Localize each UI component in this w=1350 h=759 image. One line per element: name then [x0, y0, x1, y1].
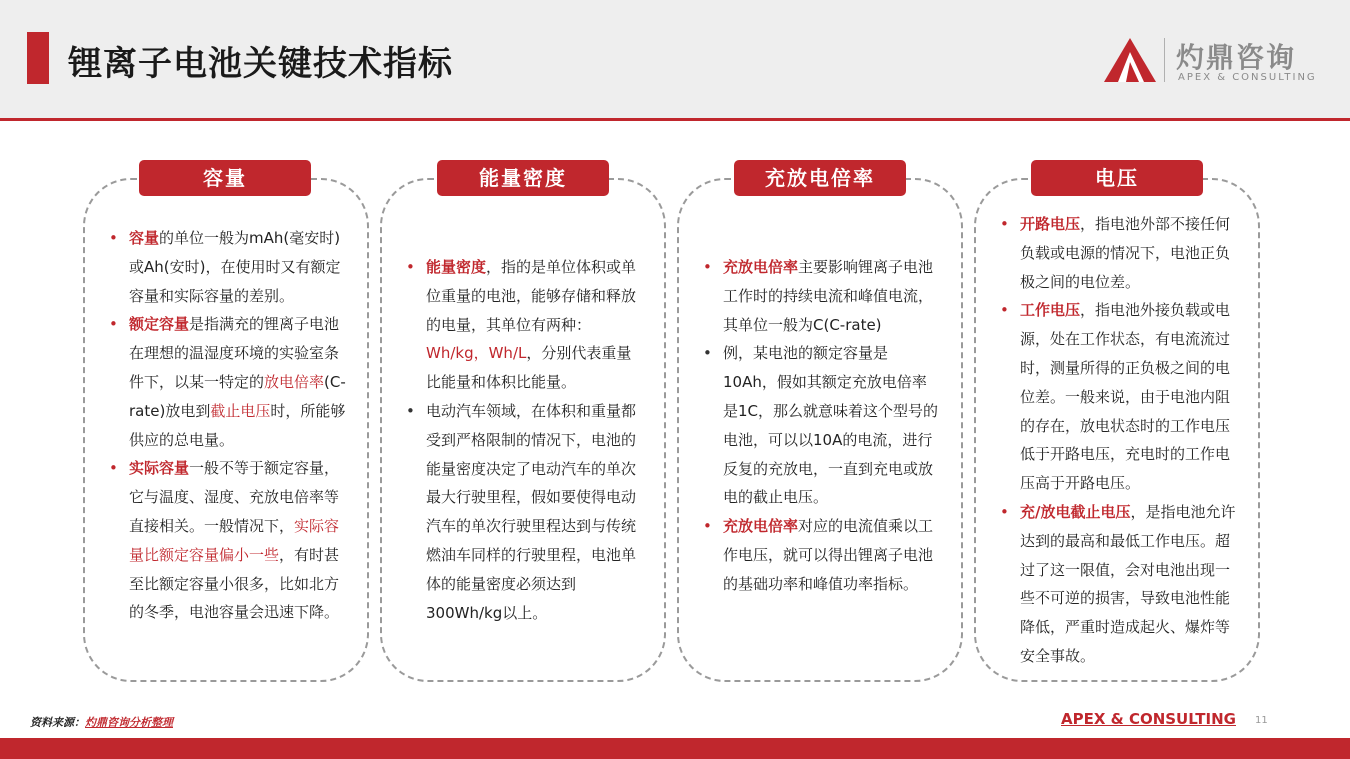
list-item: • 容量的单位一般为mAh(毫安时)或Ah(安时)，在使用时又有额定容量和实际容量的差别。 [109, 224, 347, 310]
list-item: • 充放电倍率对应的电流值乘以工作电压，就可以得出锂离子电池的基础功率和峰值功率指标。 [703, 512, 941, 598]
card-title-energy-density: 能量密度 [437, 160, 609, 196]
logo-divider [1164, 38, 1165, 82]
list-item: • 能量密度，指的是单位体积或单位重量的电池，能够存储和释放的电量，其单位有两种：Wh/kg，Wh/L，分别代表重量比能量和体积比能量。 [406, 253, 644, 397]
triangle-logo-icon [1104, 38, 1156, 82]
page-title: 锂离子电池关键技术指标 [68, 44, 453, 84]
list-item: • 工作电压，指电池外接负载或电源，处在工作状态，有电流流过时，测量所得的正负极之间的电位差。一般来说，由于电池内阻的存在，放电状态时的工作电压低于开路电压，充电时的工作电压高于开路电压。 [1000, 296, 1238, 498]
card-title-charge-rate: 充放电倍率 [734, 160, 906, 196]
list-item: • 额定容量是指满充的锂离子电池在理想的温湿度环境的实验室条件下，以某一特定的放电倍率(C-rate)放电到截止电压时，所能够供应的总电量。 [109, 310, 347, 454]
title-accent-bar [27, 32, 49, 84]
card-energy-density-list [406, 253, 644, 627]
card-voltage-list [1000, 210, 1238, 671]
card-voltage [974, 178, 1260, 682]
card-capacity [83, 178, 369, 682]
list-item: • 充/放电截止电压，是指电池允许达到的最高和最低工作电压。超过了这一限值，会对电池出现一些不可逆的损害，导致电池性能降低，严重时造成起火、爆炸等安全事故。 [1000, 498, 1238, 671]
card-title-voltage: 电压 [1031, 160, 1203, 196]
list-item: • 开路电压，指电池外部不接任何负载或电源的情况下，电池正负极之间的电位差。 [1000, 210, 1238, 296]
logo-chinese-text: 灼鼎咨询 [1176, 41, 1297, 74]
list-item: • 例，某电池的额定容量是10Ah，假如其额定充放电倍率是1C，那么就意味着这个型号的电池，可以以10A的电流，进行反复的充放电，一直到充电或放电的截止电压。 [703, 339, 941, 512]
source-label: 资料来源： [30, 716, 85, 729]
footer-brand: APEX & CONSULTING [1061, 710, 1236, 728]
logo-english-text: APEX & CONSULTING [1178, 72, 1317, 83]
list-item: • 充放电倍率主要影响锂离子电池工作时的持续电流和峰值电流，其单位一般为C(C-rate) [703, 253, 941, 339]
list-item: • 实际容量一般不等于额定容量，它与温度、湿度、充放电倍率等直接相关。一般情况下，实际容量比额定容量偏小一些，有时甚至比额定容量小很多，比如北方的冬季，电池容量会迅速下降。 [109, 454, 347, 627]
page-number: 11 [1255, 715, 1268, 726]
source-link[interactable]: 灼鼎咨询分析整理 [85, 716, 173, 729]
card-capacity-list [109, 224, 347, 627]
card-charge-rate-list [703, 253, 941, 599]
card-energy-density [380, 178, 666, 682]
list-item: • 电动汽车领域，在体积和重量都受到严格限制的情况下，电池的能量密度决定了电动汽车的单次最大行驶里程，假如要使得电动汽车的单次行驶里程达到与传统燃油车同样的行驶里程，电池单体的能量密度必须达到300Wh/kg以上。 [406, 397, 644, 627]
card-charge-rate [677, 178, 963, 682]
footer-bar [0, 738, 1350, 759]
source-note [30, 714, 173, 730]
card-title-capacity: 容量 [139, 160, 311, 196]
